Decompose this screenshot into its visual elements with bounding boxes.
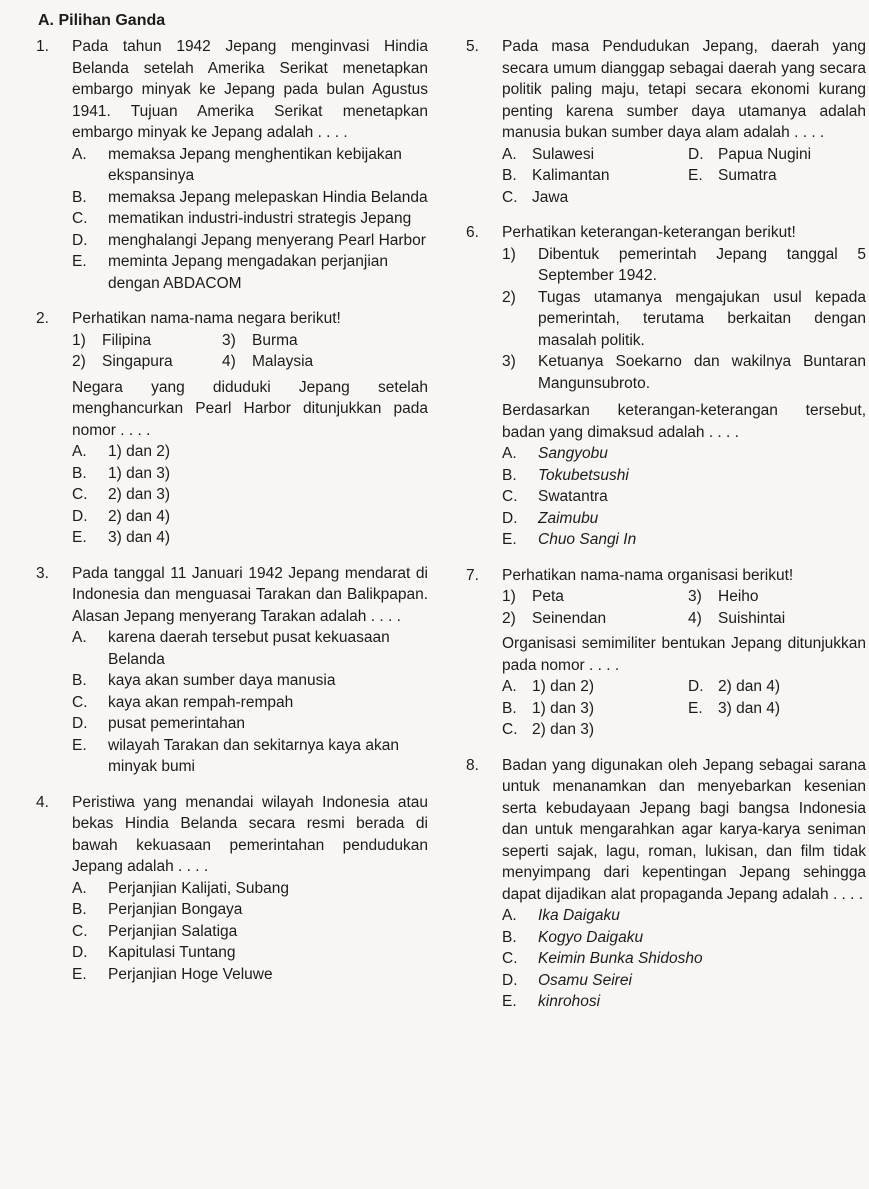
item-text: Seinendan xyxy=(532,609,607,627)
option-text: memaksa Jepang menghentikan kebijakan ekspansinya xyxy=(108,145,402,184)
item-text: Suishintai xyxy=(718,609,786,627)
option-a[interactable] xyxy=(72,441,428,463)
option-letter: B. xyxy=(502,928,517,946)
question-subtext: Organisasi semimiliter bentukan Jepang ditunjukkan pada nomor . . . . xyxy=(502,635,866,674)
option-d[interactable] xyxy=(502,970,866,992)
option-letter: C. xyxy=(502,950,518,967)
question-number: 3. xyxy=(36,564,49,582)
option-d[interactable] xyxy=(502,508,866,530)
option-letter: E. xyxy=(72,736,87,754)
option-letter: E. xyxy=(72,965,87,983)
option-letter: B. xyxy=(72,188,87,206)
option-c[interactable] xyxy=(72,484,428,506)
option-letter: B. xyxy=(502,466,517,484)
option-e[interactable] xyxy=(688,698,866,720)
item-text: Burma xyxy=(252,331,298,349)
question-number: 1. xyxy=(36,38,49,55)
question-number: 6. xyxy=(466,224,479,241)
option-text: Kogyo Daigaku xyxy=(538,928,644,946)
option-letter: A. xyxy=(502,678,517,695)
option-text: kaya akan sumber daya manusia xyxy=(108,672,336,689)
option-letter: E. xyxy=(688,167,703,184)
option-a[interactable] xyxy=(502,443,866,465)
option-text: 2) dan 4) xyxy=(718,678,781,695)
question-number: 5. xyxy=(466,38,479,55)
option-text: 3) dan 4) xyxy=(718,699,781,717)
option-text: karena daerah tersebut pusat kekuasaan Belanda xyxy=(108,629,390,668)
option-c[interactable] xyxy=(502,719,688,741)
item-number: 1) xyxy=(502,245,516,263)
option-letter: E. xyxy=(688,699,703,717)
option-letter: A. xyxy=(72,879,87,897)
option-letter: C. xyxy=(502,488,518,505)
option-text: kinrohosi xyxy=(538,993,601,1010)
option-text: Tokubetsushi xyxy=(538,466,629,484)
option-text: Ika Daigaku xyxy=(538,907,620,924)
list-item xyxy=(72,351,222,373)
option-text: Keimin Bunka Shidosho xyxy=(538,950,703,967)
option-text: 1) dan 3) xyxy=(108,464,171,482)
option-a[interactable] xyxy=(72,627,428,670)
question-number: 2. xyxy=(36,310,49,327)
option-text: memaksa Jepang melepaskan Hindia Belanda xyxy=(108,188,428,206)
option-text: Perjanjian Kalijati, Subang xyxy=(108,879,289,897)
option-a[interactable] xyxy=(502,905,866,927)
question-text: Peristiwa yang menandai wilayah Indonesia atau bekas Hindia Belanda secara resmi berada di bawah kekuasaan pemerintahan pendudukan Jepang adalah . . . . xyxy=(72,793,428,875)
option-b[interactable] xyxy=(72,899,428,921)
option-e[interactable] xyxy=(72,251,428,294)
option-letter: C. xyxy=(72,922,88,940)
option-c[interactable] xyxy=(72,208,428,230)
option-letter: C. xyxy=(502,721,518,738)
option-letter: B. xyxy=(72,464,87,482)
option-letter: C. xyxy=(72,210,88,227)
option-e[interactable] xyxy=(72,735,428,778)
option-text: kaya akan rempah-rempah xyxy=(108,693,294,711)
item-number: 2) xyxy=(502,288,516,306)
option-letter: C. xyxy=(72,693,88,711)
item-number: 4) xyxy=(222,353,236,370)
question-subtext: Berdasarkan keterangan-keterangan tersebut, badan yang dimaksud adalah . . . . xyxy=(502,402,866,441)
question-text: Perhatikan nama-nama negara berikut! xyxy=(72,310,341,327)
option-b[interactable] xyxy=(502,927,866,949)
question-7 xyxy=(466,565,866,741)
option-text: Zaimubu xyxy=(538,509,599,527)
item-text: Peta xyxy=(532,588,564,605)
item-number: 2) xyxy=(502,609,516,627)
option-a[interactable] xyxy=(502,676,688,698)
option-d[interactable] xyxy=(72,230,428,252)
option-e[interactable] xyxy=(688,165,866,187)
item-text: Filipina xyxy=(102,331,152,349)
option-text: 1) dan 2) xyxy=(532,678,595,695)
option-e[interactable] xyxy=(72,964,428,986)
option-d[interactable] xyxy=(72,942,428,964)
option-letter: B. xyxy=(72,901,87,918)
list-item xyxy=(502,244,866,287)
option-text: mematikan industri-industri strategis Jepang xyxy=(108,210,412,227)
option-letter: A. xyxy=(502,445,517,462)
option-text: 2) dan 4) xyxy=(108,507,171,525)
option-letter: B. xyxy=(502,699,517,717)
option-letter: A. xyxy=(72,629,87,646)
question-subtext: Negara yang diduduki Jepang setelah menghancurkan Pearl Harbor ditunjukkan pada nomor . . . . xyxy=(72,378,428,439)
question-4 xyxy=(36,792,428,986)
question-number: 4. xyxy=(36,793,49,811)
question-5 xyxy=(466,36,866,208)
option-b[interactable] xyxy=(502,165,688,187)
item-number: 2) xyxy=(72,353,86,370)
option-text: 2) dan 3) xyxy=(108,486,171,503)
option-d[interactable] xyxy=(688,144,866,166)
option-letter: D. xyxy=(72,715,88,732)
option-text: Sumatra xyxy=(718,167,777,184)
item-number: 3) xyxy=(688,588,702,605)
option-letter: B. xyxy=(72,672,87,689)
option-text: menghalangi Jepang menyerang Pearl Harbor xyxy=(108,231,426,249)
option-c[interactable] xyxy=(502,486,866,508)
option-b[interactable] xyxy=(72,463,428,485)
list-item xyxy=(688,608,866,630)
option-text: wilayah Tarakan dan sekitarnya kaya akan minyak bumi xyxy=(108,736,399,775)
option-c[interactable] xyxy=(502,948,866,970)
option-b[interactable] xyxy=(72,187,428,209)
option-letter: D. xyxy=(72,944,88,961)
item-text: Ketuanya Soekarno dan wakilnya Buntaran Mangunsubroto. xyxy=(538,353,866,392)
option-letter: B. xyxy=(502,167,517,184)
option-letter: D. xyxy=(72,231,88,249)
option-d[interactable] xyxy=(72,713,428,735)
option-c[interactable] xyxy=(72,921,428,943)
question-text: Badan yang digunakan oleh Jepang sebagai sarana untuk menanamkan dan menyebarkan kesenian serta kebudayaan Jepang bagi bangsa Indonesia dan untuk mengarahkan agar karya-karya seniman seperti sajak, lagu, roman, lukisan, dan film tidak menyimpang dari kepentingan Jepang sehingga dapat dijadikan alat propaganda Jepang adalah . . . . xyxy=(502,756,866,903)
item-text: Singapura xyxy=(102,353,173,370)
option-text: Perjanjian Bongaya xyxy=(108,901,243,918)
list-item xyxy=(222,330,428,352)
option-letter: C. xyxy=(502,188,518,206)
option-text: Kapitulasi Tuntang xyxy=(108,944,236,961)
option-text: 1) dan 3) xyxy=(532,699,595,717)
option-text: 1) dan 2) xyxy=(108,443,171,460)
question-text: Pada tahun 1942 Jepang menginvasi Hindia Belanda setelah Amerika Serikat menetapkan embargo minyak ke Jepang pada bulan Agustus 1941. Tujuan Amerika Serikat menetapkan embargo minyak ke Jepang adalah . . . . xyxy=(72,38,428,141)
question-text: Perhatikan nama-nama organisasi berikut! xyxy=(502,566,794,584)
left-column xyxy=(36,36,428,989)
right-column xyxy=(466,36,866,1017)
option-text: Kalimantan xyxy=(532,167,610,184)
option-text: Chuo Sangi In xyxy=(538,531,637,548)
option-text: Sulawesi xyxy=(532,145,595,163)
list-item xyxy=(502,586,688,608)
option-letter: D. xyxy=(502,509,518,527)
option-c[interactable] xyxy=(502,187,688,209)
option-letter: E. xyxy=(502,531,517,548)
option-letter: A. xyxy=(72,145,87,163)
option-letter: D. xyxy=(688,145,704,163)
option-d[interactable] xyxy=(688,676,866,698)
option-text: 2) dan 3) xyxy=(532,721,595,738)
item-text: Heiho xyxy=(718,588,759,605)
item-number: 1) xyxy=(72,331,86,349)
option-e[interactable] xyxy=(502,529,866,551)
option-text: Perjanjian Salatiga xyxy=(108,922,238,940)
question-3 xyxy=(36,563,428,778)
option-letter: E. xyxy=(72,529,87,546)
option-e[interactable] xyxy=(502,991,866,1013)
option-b[interactable] xyxy=(502,698,688,720)
option-text: Osamu Seirei xyxy=(538,971,632,989)
question-8 xyxy=(466,755,866,1013)
question-text: Perhatikan keterangan-keterangan berikut! xyxy=(502,224,796,241)
option-a[interactable] xyxy=(72,878,428,900)
option-text: Jawa xyxy=(532,188,569,206)
option-letter: D. xyxy=(502,971,518,989)
option-a[interactable] xyxy=(72,144,428,187)
option-c[interactable] xyxy=(72,692,428,714)
question-6 xyxy=(466,222,866,551)
list-item xyxy=(222,351,428,373)
item-number: 4) xyxy=(688,609,702,627)
question-2 xyxy=(36,308,428,549)
option-b[interactable] xyxy=(502,465,866,487)
option-text: Sangyobu xyxy=(538,445,608,462)
option-letter: A. xyxy=(72,443,87,460)
option-letter: D. xyxy=(72,507,88,525)
question-1 xyxy=(36,36,428,294)
option-e[interactable] xyxy=(72,527,428,549)
list-item xyxy=(688,586,866,608)
option-letter: A. xyxy=(502,145,517,163)
item-number: 1) xyxy=(502,588,516,605)
option-letter: C. xyxy=(72,486,88,503)
question-number: 8. xyxy=(466,756,479,774)
option-b[interactable] xyxy=(72,670,428,692)
item-text: Tugas utamanya mengajukan usul kepada pemerintah, terutama berkaitan dengan masalah politik. xyxy=(538,288,866,349)
option-letter: E. xyxy=(502,993,517,1010)
option-letter: D. xyxy=(688,678,704,695)
item-number: 3) xyxy=(502,353,516,370)
item-text: Dibentuk pemerintah Jepang tanggal 5 September 1942. xyxy=(538,245,866,284)
option-letter: E. xyxy=(72,253,87,270)
option-text: Swatantra xyxy=(538,488,608,505)
option-letter: A. xyxy=(502,907,517,924)
option-d[interactable] xyxy=(72,506,428,528)
section-title: A. Pilihan Ganda xyxy=(38,12,166,29)
option-text: meminta Jepang mengadakan perjanjian dengan ABDACOM xyxy=(108,253,389,292)
item-text: Malaysia xyxy=(252,353,314,370)
list-item xyxy=(72,330,222,352)
question-number: 7. xyxy=(466,566,479,584)
option-a[interactable] xyxy=(502,144,688,166)
option-text: pusat pemerintahan xyxy=(108,715,246,732)
option-text: Perjanjian Hoge Veluwe xyxy=(108,965,273,983)
question-text: Pada tanggal 11 Januari 1942 Jepang mendarat di Indonesia dan menguasai Tarakan dan Balikpapan. Alasan Jepang menyerang Tarakan adalah . . . . xyxy=(72,564,428,625)
list-item xyxy=(502,287,866,352)
item-number: 3) xyxy=(222,331,236,349)
list-item xyxy=(502,608,688,630)
list-item xyxy=(502,351,866,394)
question-text: Pada masa Pendudukan Jepang, daerah yang secara umum dianggap sebagai daerah yang secara politik paling maju, tetapi secara ekonomi kurang penting karena sumber daya utamanya adalah manusia bukan sumber daya alam adalah . . . . xyxy=(502,38,866,141)
option-text: 3) dan 4) xyxy=(108,529,171,546)
option-text: Papua Nugini xyxy=(718,145,812,163)
